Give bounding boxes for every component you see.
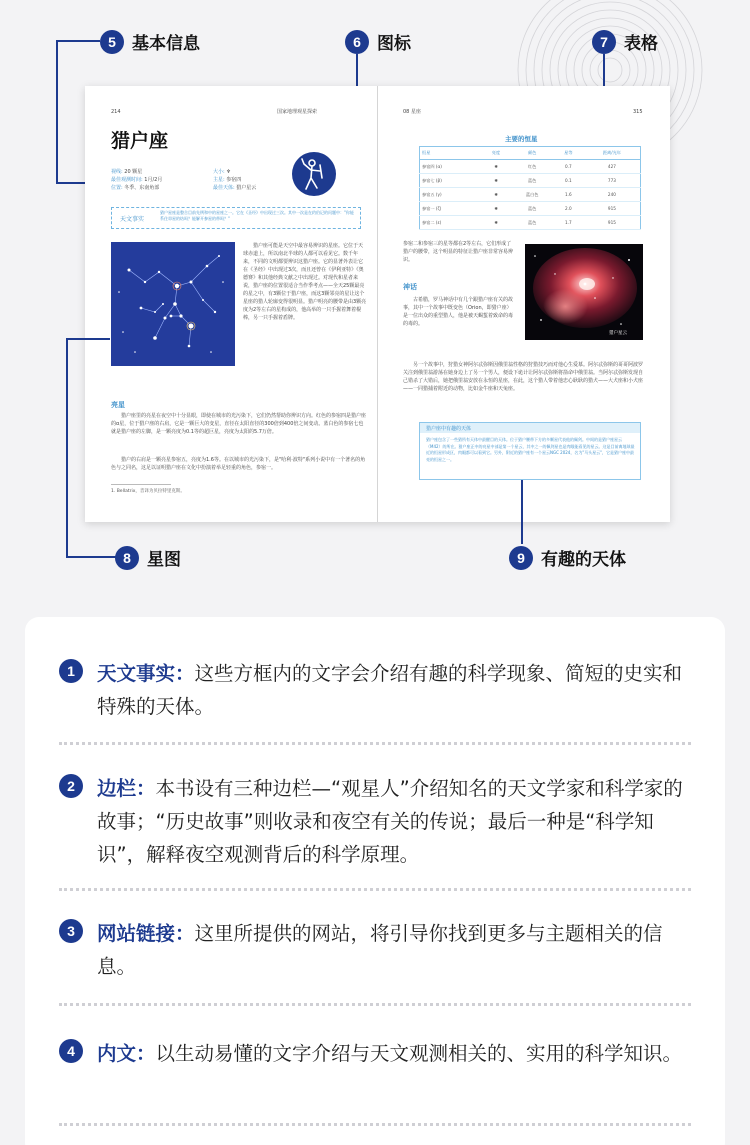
table-cell: 2.0 [553,202,584,216]
box-title: 猎户座中有趣的天体 [426,426,472,432]
subheading-myth: 神话 [403,283,417,291]
table-cell: 773 [584,174,641,188]
table-cell: 1.6 [553,188,584,202]
legend-number: 4 [59,1039,83,1063]
dotted-divider [59,742,691,745]
legend-text: 本书设有三种边栏—“观星人”介绍知名的天文学家和科学家的故事；“历史故事”则收录和夜空有关的传说；最后一种是“科学知识”，解释夜空观测背后的科学原理。 [97,777,683,866]
legend-item [59,917,699,983]
table-row [420,202,641,216]
info-value: 1月/2月 [144,177,163,183]
dotted-divider [59,1003,691,1006]
interesting-objects-box [419,422,641,480]
dotted-divider [59,1123,691,1126]
orion-hunter-icon [291,151,337,197]
astro-fact-text: 猎户星座是整合目前先例和中的星座之一。它在《圣经》中出现过三次。其中一次是在约伯记的问题中："你能系住昴星的结吗？能解开参星的带吗？" [160,210,354,222]
table-header: 颜色 [511,147,552,160]
table-cell: 240 [584,188,641,202]
footnote-rule [111,484,171,485]
nebula-caption: 猎户星云 [609,331,627,336]
table-cell: 0.7 [553,160,584,174]
callout-label: 星图 [147,550,181,570]
leader-line [56,40,58,183]
callout-label: 有趣的天体 [541,550,626,570]
table-cell: 蓝白色 [511,188,552,202]
table-header: 亮度 [481,147,512,160]
callout-number: 8 [115,546,139,570]
table-cell: 1.7 [553,216,584,230]
info-label: 主星: [213,177,225,183]
info-label: 大小: [213,169,225,175]
table-row [420,188,641,202]
table-header: 距离/光年 [584,147,641,160]
callout-number: 5 [100,30,124,54]
table-cell: 参宿五 (γ) [420,188,481,202]
callout-table [592,29,658,54]
callout-number: 7 [592,30,616,54]
info-label: 视线: [111,169,123,175]
leader-line [56,40,100,42]
legend-item [59,657,699,723]
legend-title: 内文： [97,1042,156,1065]
legend-title: 天文事实： [97,662,195,685]
right-page-number: 315 [633,109,643,115]
table-cell: 蓝色 [511,216,552,230]
info-label: 最佳天体: [213,185,235,191]
right-body-text-1: 参宿二和参宿三的星等都在2等左右，它们形成了猎户的腰带，这个明显的特征让猎户座非常容易辨识。 [403,241,514,263]
legend-number: 1 [59,659,83,683]
leader-line [66,338,110,340]
brightness-icon: ✺ [481,174,512,188]
callout-label: 基本信息 [132,34,200,54]
star-table [419,146,641,230]
orion-nebula-photo [525,244,643,340]
subheading-bright-stars: 亮星 [111,401,125,409]
legend-item [59,1037,699,1070]
brightness-icon: ✺ [481,216,512,230]
callout-label: 图标 [377,34,411,54]
callout-label: 表格 [624,34,658,54]
info-label: 位置: [111,185,123,191]
book-spread [85,86,670,522]
legend-number: 3 [59,919,83,943]
body-text-1: 猎户座可能是天空中最容易辨识的星座。它位于天球赤道上，所以南北半球的人都可以看见它。数千年来，不同的文明都要辨识这猎户座。它的显著外表让它在《圣经》中出现过3次，而且还曾在《伊利亚特》《奥德赛》和其他经典文献之中出现过。对现代和星者来说，猎户座的位置很适合当作季考点——全天25颗最亮的星之中，有3颗位于猎户座，而这3颗邻亮的星让这个星座的猎人轮廓变得很明显。猎户明亮的腰带是由3颗亮度为2等左右的星构成的，他高举的一只手握着舞着棍棒，另一只手握着盾牌。 [243,243,367,321]
table-cell: 参宿一 (ζ) [420,202,481,216]
callout-icon [345,29,411,54]
left-running-header: 国家地理观星探索 [277,109,318,115]
size-icon: ♆ [226,169,231,175]
left-page-number: 214 [111,109,121,115]
leader-line [66,338,68,556]
callout-number: 9 [509,546,533,570]
box-text: 猎户座包含了一些猎所有天体中最醒目的天体。位于猎户腰带下方的多颗星代表他的佩剑。中间的是猎户座星云（M42）的所在。猎户座正中的亮星中部是第一个星云，其中之一的佩剑星也是肉眼能看见的星云。这是目前离地球最近的恒星形成区，肉眼都可以看到它。另外，附近的猎户座有一个星云NGC 2024，名为"马头星云"，它是猎户座中最亮的恒星之一。 [426,437,635,462]
legend-title: 边栏： [97,777,156,800]
myth-text-1: 古希腊，罗马神话中有几个跟猎户座有关的故事，其中一个故事中既变色（Orion，即猎户座）是一位出众的重型猎人，他是被天蝎蜇着致命的毒的毒的。 [403,297,514,327]
legend-text: 以生动易懂的文字介绍与天文观测相关的、实用的科学知识。 [155,1042,683,1065]
astro-fact-label: 天文事实 [120,216,145,223]
info-block-right [213,168,293,192]
footnote: 1. Bellatrix，音译为贝拉特里克斯。 [111,489,185,494]
table-cell: 915 [584,216,641,230]
table-cell: 参宿二 (ε) [420,216,481,230]
leader-line [66,556,116,558]
star-map [111,242,235,366]
legend-text: 这里所提供的网站，将引导你找到更多与主题相关的信息。 [97,922,663,978]
body-text-2: 猎户座里的亮星在夜空中十分显眼，即使在城市的光污染下，它们仍然帮助你辨识方向。红色的参宿四是猎户座的α星，位于猎户座的右肩，它是一颗巨大的变星，直径在太阳直径的300倍到400倍之间变动。蓝白色的参宿七也就是猎户座的左脚，是一颗亮度为0.1等的超巨星，亮度为太阳的5.7万倍。 [111,413,366,435]
table-cell: 427 [584,160,641,174]
astro-fact-box [111,207,361,229]
legend-text: 这些方框内的文字会介绍有趣的科学现象、简短的史实和特殊的天体。 [97,662,683,718]
info-value: 参宿四 [226,177,242,183]
table-header-row [420,147,641,160]
brightness-icon: ✺ [481,160,512,174]
brightness-icon: ✺ [481,188,512,202]
info-value: 冬季、东南角部 [124,185,160,191]
callout-number: 6 [345,30,369,54]
myth-text-2: 另一个故事中，狩猎女神阿尔忒弥斯因俄里翁性格的狩猎技巧而对他心生爱慕。阿尔忒弥斯的哥哥阿波罗关注到俄里翁游荡在她身边上了另一个男人，便设下诡计让阿尔忒弥斯将箭命中俄里翁。当阿尔忒弥斯发现自己错杀了大错后，她把俄里翁安放在永恒的星座，在此，这个猎人带着他忠心耿耿的猎犬——大犬座和小犬座——一同猎捕着附近的动物，比如金牛座和天兔座。 [403,362,643,392]
body-text-3: 猎户的右肩是一颗亮星参宿五，亮度为1.6等。在以城市的光污染下，是"哈利·波特"系列小说中有一个著名的角色与之同名，这足以证明猎户座在文化中扮演着举足轻重的角色，参宿一。 [111,457,366,471]
table-cell: 参宿四 (α) [420,160,481,174]
table-header: 星等 [553,147,584,160]
dotted-divider [59,888,691,891]
spine [377,86,378,522]
table-cell: 915 [584,202,641,216]
info-label: 最佳观测时间: [111,177,143,183]
table-row [420,174,641,188]
legend-number: 2 [59,774,83,798]
right-running-header: 08 星座 [403,109,421,115]
legend-card [25,617,725,1145]
callout-basic-info [100,29,200,54]
table-cell: 红色 [511,160,552,174]
brightness-icon: ✺ [481,202,512,216]
table-cell: 蓝色 [511,174,552,188]
info-value: 20 颗星 [124,169,143,175]
table-row [420,160,641,174]
table-cell: 蓝色 [511,202,552,216]
legend-item [59,772,699,871]
callout-star-map [115,545,181,570]
leader-line [521,480,523,544]
table-title: 主要的恒星 [505,135,538,143]
table-row [420,216,641,230]
constellation-title: 猎户座 [111,130,169,152]
legend-title: 网站链接： [97,922,195,945]
table-cell: 参宿七 (β) [420,174,481,188]
info-value: 猎户星云 [236,185,257,191]
table-header: 恒星 [420,147,481,160]
callout-interesting-objects [509,545,626,570]
table-cell: 0.1 [553,174,584,188]
